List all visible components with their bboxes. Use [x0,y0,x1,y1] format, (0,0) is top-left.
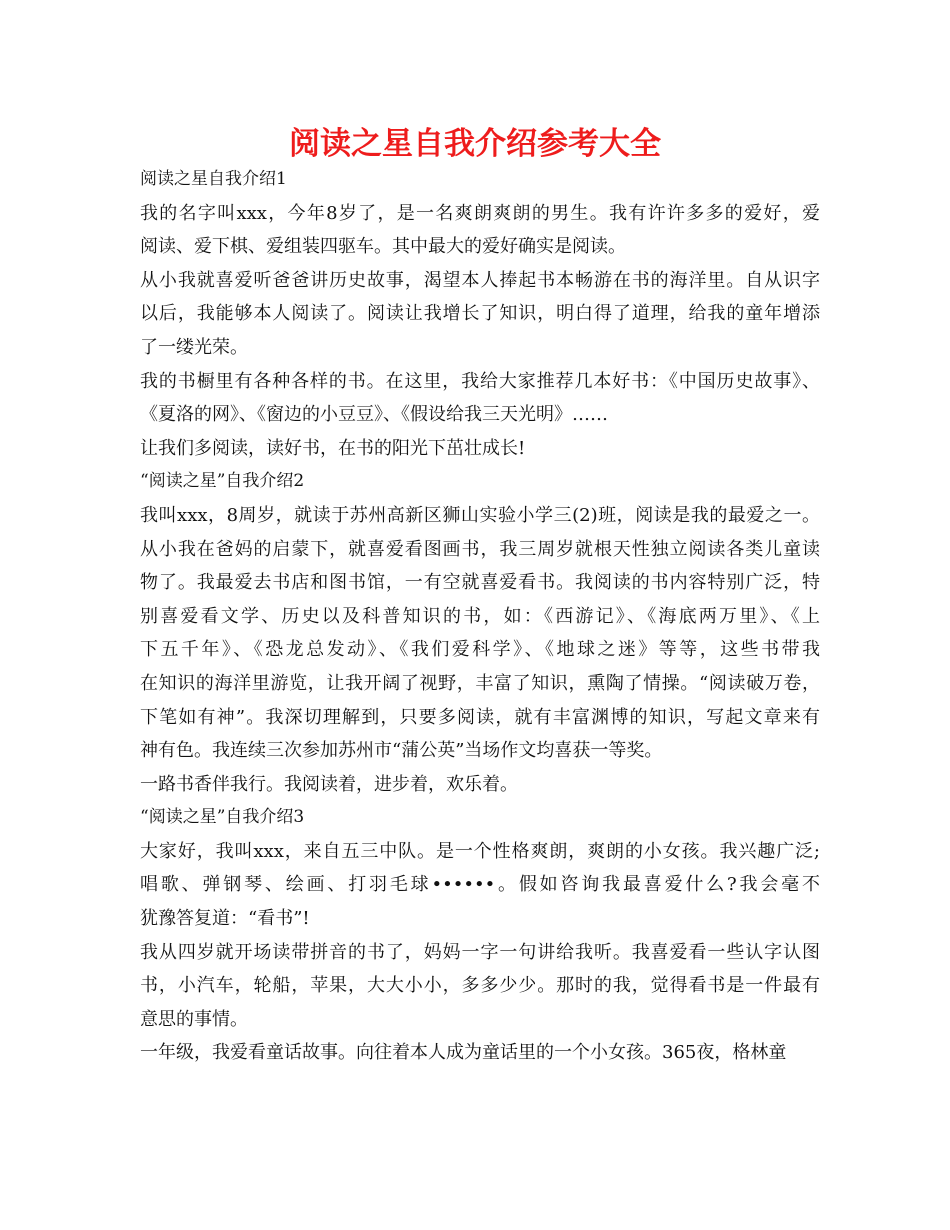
text-line: 神有色。我连续三次参加苏州市“蒲公英”当场作文均喜获一等奖。 [140,740,663,762]
section-heading [140,801,820,835]
paragraph [140,264,820,365]
text-line: 在知识的海洋里游览，让我开阔了视野，丰富了知识，熏陶了情操。“阅读破万卷， [140,672,820,694]
text-line: 一年级，我爱看童话故事。向往着本人成为童话里的一个小女孩。365夜，格林童 [140,1042,787,1064]
text-line: 《夏洛的网》、《窗边的小豆豆》、《假设给我三天光明》…… [140,404,608,426]
text-line: 物了。我最爱去书店和图书馆，一有空就喜爱看书。我阅读的书内容特别广泛，特 [140,572,820,594]
paragraph [140,835,820,936]
text-line: 犹豫答复道：“看书”! [140,908,310,930]
text-line: 我叫xxx，8周岁，就读于苏州高新区狮山实验小学三(2)班，阅读是我的最爱之一。 [140,504,820,526]
text-line: 我的名字叫xxx，今年8岁了，是一名爽朗爽朗的男生。我有许许多多的爱好，爱 [140,202,820,224]
text-line: 意思的事情。 [140,1008,248,1030]
text-line: 我从四岁就开场读带拼音的书了，妈妈一字一句讲给我听。我喜爱看一些认字认图 [140,941,820,963]
text-line: 从小我在爸妈的启蒙下，就喜爱看图画书，我三周岁就根天性独立阅读各类儿童读 [140,538,820,560]
text-line: “阅读之星”自我介绍2 [140,471,305,492]
text-line: 下五千年》、《恐龙总发动》、《我们爱科学》、《地球之迷》等等，这些书带我 [140,639,820,661]
paragraph [140,499,820,768]
paragraph [140,432,820,466]
paragraph [140,365,820,432]
text-line: 别喜爱看文学、历史以及科普知识的书，如：《西游记》、《海底两万里》、《上 [140,605,820,627]
paragraph [140,197,820,264]
text-line: 书，小汽车，轮船，苹果，大大小小，多多少少。那时的我，觉得看书是一件最有 [140,975,820,997]
paragraph [140,1036,820,1070]
text-line: 阅读、爱下棋、爱组装四驱车。其中最大的爱好确实是阅读。 [140,236,626,258]
paragraph [140,768,820,802]
section-heading [140,465,820,499]
text-line: 让我们多阅读，读好书，在书的阳光下茁壮成长! [140,437,526,459]
document-title: 阅读之星自我介绍参考大全 [289,126,661,162]
text-line: 阅读之星自我介绍1 [140,169,287,189]
text-line: “阅读之星”自我介绍3 [140,807,305,828]
text-line: 了一缕光荣。 [140,336,248,358]
document-body [140,163,820,1070]
text-line: 唱歌、弹钢琴、绘画、打羽毛球••••••。假如咨询我最喜爱什么?我会毫不 [140,874,820,896]
section-heading [140,163,820,197]
text-line: 下笔如有神”。我深切理解到，只要多阅读，就有丰富渊博的知识，写起文章来有 [140,706,820,728]
text-line: 大家好，我叫xxx，来自五三中队。是一个性格爽朗，爽朗的小女孩。我兴趣广泛; [140,840,820,862]
text-line: 一路书香伴我行。我阅读着，进步着，欢乐着。 [140,773,518,795]
text-line: 以后，我能够本人阅读了。阅读让我增长了知识，明白得了道理，给我的童年增添 [140,303,820,325]
text-line: 从小我就喜爱听爸爸讲历史故事，渴望本人捧起书本畅游在书的海洋里。自从识字 [140,269,820,291]
paragraph [140,936,820,1037]
text-line: 我的书橱里有各种各样的书。在这里，我给大家推荐几本好书：《中国历史故事》、 [140,370,820,392]
